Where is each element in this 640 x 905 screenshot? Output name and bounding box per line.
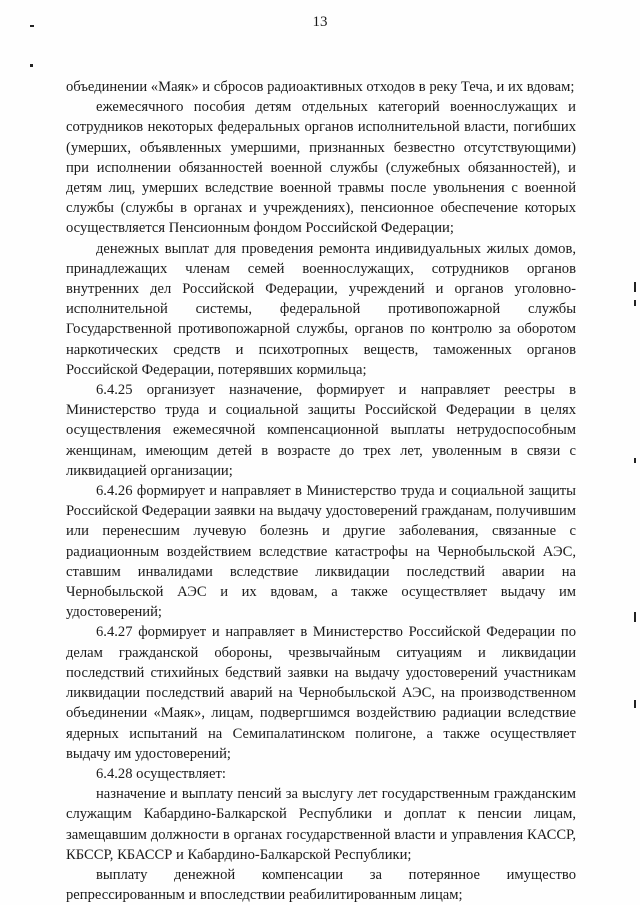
scan-mark-left — [30, 64, 33, 67]
page-number: 13 — [312, 14, 328, 30]
scan-mark-right-2 — [634, 300, 636, 306]
scan-mark-right-3 — [634, 458, 636, 463]
paragraph-6-4-28: 6.4.28 осуществляет: — [96, 765, 226, 782]
paragraph-pension-civil-servants: назначение и выплату пенсий за выслугу лет государственным гражданским служащим Кабардино-Балкарской Республики и доплат к пенсии лицам, замещавшим должности в органах государственной власти и управления КАССР, КБССР, КБАССР и Кабардино-Балкарской Республики; — [66, 786, 576, 863]
paragraph-house-repair-payments: денежных выплат для проведения ремонта индивидуальных жилых домов, принадлежащих членам семей военнослужащих, сотрудников органов внутренних дел Российской Федерации, учреждений и органов уголовно-исполнительной системы, федеральной противопожарной службы Государственной противопожарной службы, органов по контролю за оборотом наркотических средств и психотропных веществ, таможенных органов Российской Федерации, потерявших кормильца; — [66, 240, 576, 378]
scan-mark-right-1 — [634, 282, 636, 292]
paragraph-maiak-continuation: объединении «Маяк» и сбросов радиоактивных отходов в реку Теча, и их вдовам; — [66, 79, 575, 95]
paragraph-property-compensation: выплату денежной компенсации за потерянное имущество репрессированным и впоследствии реабилитированным лицам; — [66, 866, 576, 904]
paragraph-6-4-27: 6.4.27 формирует и направляет в Министерство Российской Федерации по делам гражданской обороны, чрезвычайным ситуациям и ликвидации последствий стихийных бедствий заявки на выдачу удостоверений участникам ликвидации последствий аварий на Чернобыльской АЭС, на производственном объединении «Маяк», лицам, подвергшимся воздействию радиации вследствие ядерных испытаний на Семипалатинском полигоне, а также осуществляет выдачу им удостоверений; — [66, 624, 576, 762]
paragraph-monthly-allowance: ежемесячного пособия детям отдельных категорий военнослужащих и сотрудников некоторых федеральных органов исполнительной власти, погибших (умерших, объявленных умершими, признанных безвестно отсутствующими) при исполнении обязанностей военной службы (служебных обязанностей), и детям лиц, умерших вследствие военной травмы после увольнения с военной службы (службы в органах и учреждениях), пенсионное обеспечение которых осуществляется Пенсионным фондом Российской Федерации; — [66, 99, 576, 237]
paragraph-6-4-25: 6.4.25 организует назначение, формирует и направляет реестры в Министерство труда и социальной защиты Российской Федерации в целях осуществления ежемесячной компенсационной выплаты нетрудоспособным женщинам, имеющим детей в возрасте до трех лет, уволенным в связи с ликвидацией организации; — [66, 382, 576, 479]
body-text — [66, 77, 576, 905]
scan-mark-right-4 — [634, 612, 636, 622]
scan-mark-right-5 — [634, 700, 636, 708]
paragraph-6-4-26: 6.4.26 формирует и направляет в Министерство труда и социальной защиты Российской Федерации заявки на выдачу удостоверений гражданам, получившим или перенесшим лучевую болезнь и другие заболевания, связанные с радиационным воздействием вследствие катастрофы на Чернобыльской АЭС, ставшим инвалидами вследствие ликвидации последствий аварии на Чернобыльской АЭС и их вдовам, а также осуществляет выдачу им удостоверений; — [66, 483, 576, 621]
